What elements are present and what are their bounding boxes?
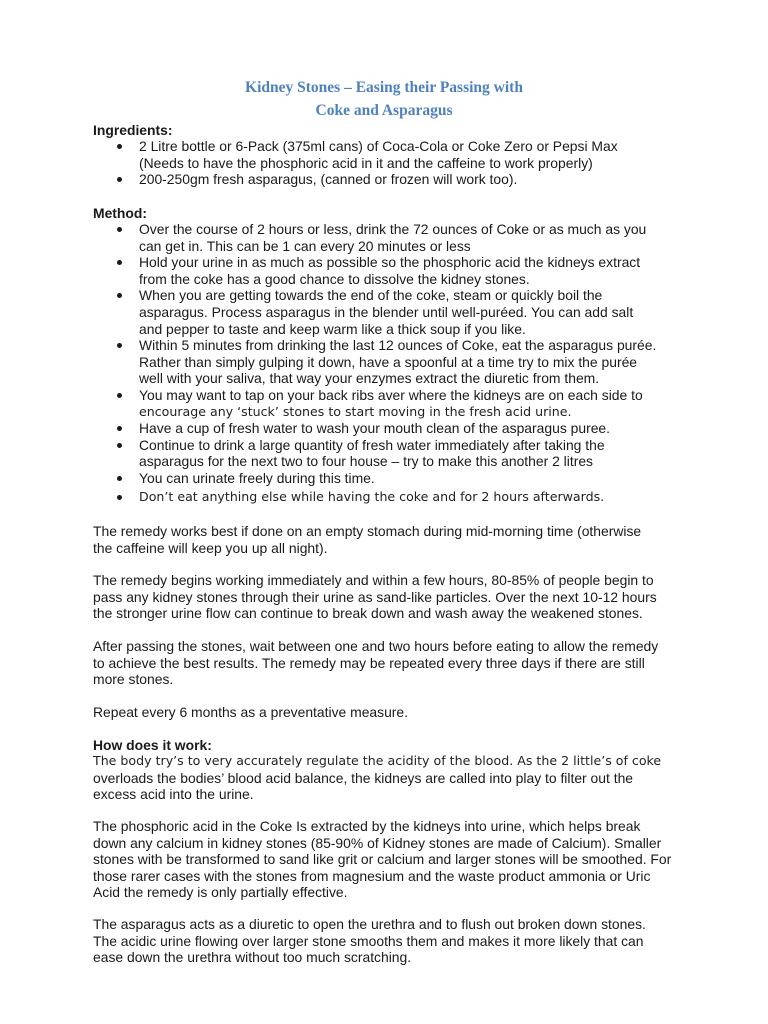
list-item-text: Don’t eat anything else while having the coke and for 2 hours afterwards. — [139, 488, 605, 504]
list-item-text: asparagus. Process asparagus in the blender until well-puréed. You can add salt — [139, 303, 634, 320]
ingredients-heading: Ingredients: — [93, 122, 173, 138]
list-item-text: encourage any ‘stuck’ stones to start moving in the fresh acid urine. — [139, 403, 572, 419]
paragraph-line: Acid the remedy is only partially effective. — [93, 884, 348, 901]
list-item-text: from the coke has a good chance to dissolve the kidney stones. — [139, 270, 530, 287]
list-item — [114, 437, 684, 470]
list-item-text: Rather than simply gulping it down, have a spoonful at a time try to mix the purée — [139, 353, 638, 370]
paragraph — [93, 916, 683, 966]
bullet-icon — [117, 293, 122, 298]
list-item — [114, 171, 684, 188]
paragraph-line: to achieve the best results. The remedy may be repeated every three days if there are still — [93, 654, 645, 671]
paragraph-line: The remedy begins working immediately and within a few hours, 80-85% of people begin to — [93, 572, 654, 588]
bullet-icon — [117, 426, 122, 431]
paragraph-line: those rarer cases with the stones from magnesium and the waste product ammonia or Uric — [93, 867, 651, 884]
list-item-text: You may want to tap on your back ribs aver where the kidneys are on each side to — [139, 386, 643, 403]
paragraph-line: overloads the bodies’ blood acid balance, the kidneys are called into play to filter out the — [93, 769, 634, 786]
list-item-text: When you are getting towards the end of the coke, steam or quickly boil the — [139, 287, 603, 304]
list-item-text: Have a cup of fresh water to wash your mouth clean of the asparagus puree. — [139, 420, 611, 437]
document-title-line-1: Kidney Stones – Easing their Passing with — [245, 79, 523, 96]
list-item — [114, 254, 684, 287]
list-item — [114, 489, 684, 506]
paragraph-line: excess acid into the urine. — [93, 786, 254, 803]
list-item-text: can get in. This can be 1 can every 20 minutes or less — [139, 237, 471, 254]
paragraph-line: stones with be transformed to sand like grit or calcium and larger stones will be smoothed. For — [93, 851, 672, 868]
paragraph-line: more stones. — [93, 671, 174, 688]
paragraph-line: After passing the stones, wait between one and two hours before eating to allow the remedy — [93, 638, 659, 654]
list-item-text: Over the course of 2 hours or less, drink the 72 ounces of Coke or as much as you — [139, 221, 647, 237]
list-item-text: well with your saliva, that way your enzymes extract the diuretic from them. — [139, 370, 600, 387]
bullet-icon — [117, 227, 122, 232]
bullet-icon — [117, 144, 122, 149]
bullet-icon — [117, 177, 122, 182]
paragraph-line: down any calcium in kidney stones (85-90% of Kidney stones are made of Calcium). Smaller — [93, 834, 662, 851]
paragraph-line: The asparagus acts as a diuretic to open the urethra and to flush out broken down stones. — [93, 916, 646, 932]
paragraph-line: The remedy works best if done on an empty stomach during mid-morning time (otherwise — [93, 523, 642, 539]
paragraph-line: the caffeine will keep you up all night). — [93, 539, 328, 556]
paragraph-line: The phosphoric acid in the Coke Is extracted by the kidneys into urine, which helps break — [93, 818, 641, 834]
list-item — [114, 337, 684, 387]
list-item-text: Continue to drink a large quantity of fresh water immediately after taking the — [139, 436, 605, 453]
paragraph-line: pass any kidney stones through their urine as sand-like particles. Over the next 10-12 hours — [93, 588, 657, 605]
list-item — [114, 221, 684, 254]
paragraph-line: ease down the urethra without too much scratching. — [93, 949, 412, 966]
list-item — [114, 387, 684, 420]
how-it-works-heading: How does it work: — [93, 737, 212, 753]
paragraph — [93, 753, 683, 803]
paragraph — [93, 523, 683, 556]
paragraph-line: The body try’s to very accurately regulate the acidity of the blood. As the 2 little’s of coke — [93, 753, 662, 768]
list-item-text: You can urinate freely during this time. — [139, 469, 375, 486]
paragraph-line: Repeat every 6 months as a preventative measure. — [93, 704, 409, 720]
ingredients-list — [114, 138, 684, 188]
bullet-icon — [117, 443, 122, 448]
document-title-line-2: Coke and Asparagus — [315, 102, 453, 119]
bullet-icon — [117, 260, 122, 265]
list-item — [114, 138, 684, 171]
list-item-text: 200-250gm fresh asparagus, (canned or frozen will work too). — [139, 171, 518, 188]
paragraph — [93, 704, 683, 721]
bullet-icon — [117, 393, 122, 398]
method-heading: Method: — [93, 205, 148, 221]
paragraph-line: The acidic urine flowing over larger stone smooths them and makes it more likely that can — [93, 932, 644, 949]
list-item-text: (Needs to have the phosphoric acid in it and the caffeine to work properly) — [139, 154, 593, 171]
list-item — [114, 287, 684, 337]
list-item-text: Within 5 minutes from drinking the last 12 ounces of Coke, eat the asparagus purée. — [139, 337, 657, 354]
paragraph-line: the stronger urine flow can continue to break down and wash away the weakened stones. — [93, 605, 643, 622]
list-item-text: asparagus for the next two to four house – try to make this another 2 litres — [139, 453, 594, 470]
list-item — [114, 420, 684, 437]
bullet-icon — [117, 495, 122, 500]
list-item-text: Hold your urine in as much as possible so the phosphoric acid the kidneys extract — [139, 254, 641, 271]
list-item-text: 2 Litre bottle or 6-Pack (375ml cans) of Coca-Cola or Coke Zero or Pepsi Max — [139, 138, 618, 154]
paragraph — [93, 572, 683, 622]
bullet-icon — [117, 476, 122, 481]
paragraph — [93, 818, 683, 901]
bullet-icon — [117, 343, 122, 348]
list-item — [114, 470, 684, 487]
list-item-text: and pepper to taste and keep warm like a thick soup if you like. — [139, 320, 526, 337]
method-list — [114, 221, 684, 505]
paragraph — [93, 638, 683, 688]
